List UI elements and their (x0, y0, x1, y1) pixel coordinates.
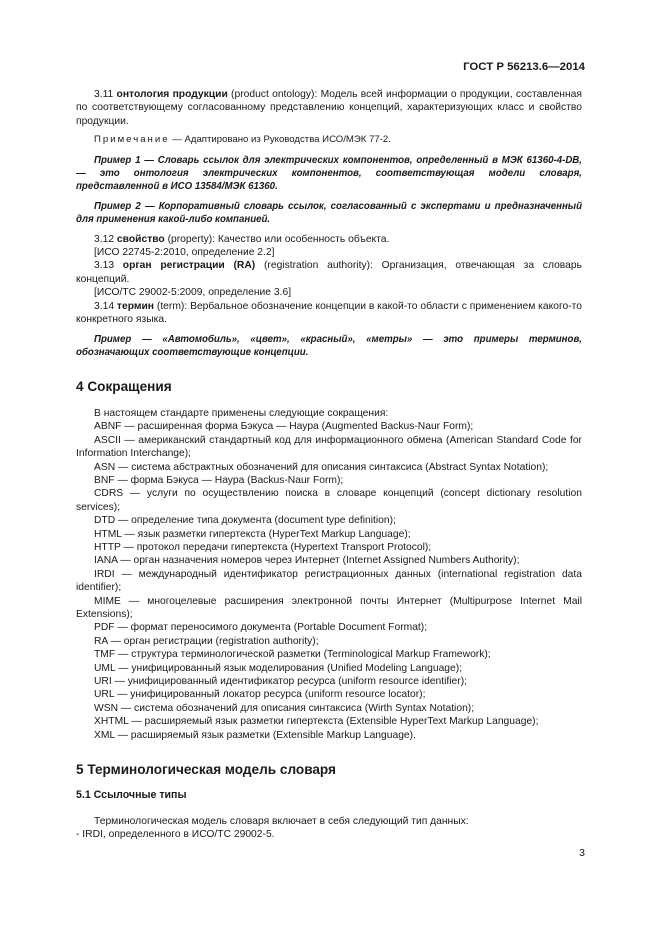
definition-3-12: 3.12 свойство (property): Качество или особенность объекта. (94, 233, 390, 245)
term-registration-authority: орган регистрации (RA) (122, 260, 256, 272)
note-3-11: Примечание — Адаптировано из Руководства ИСО/МЭК 77-2. (94, 134, 391, 146)
definition-3-14: 3.14 термин (term): Вербальное обозначение концепции в какой-то области с применением какого-то конкретного языка. (76, 300, 582, 326)
term-product-ontology: онтология продукции (116, 89, 228, 100)
term-term: термин (116, 300, 155, 312)
document-header: ГОСТ Р 56213.6—2014 (463, 61, 585, 73)
definition-3-13: 3.13 орган регистрации (RA) (registration authority): Организация, отвечающая за словарь концепций. (76, 260, 582, 285)
abbreviation-item: URL — унифицированный локатор ресурса (uniform resource locator); (94, 689, 426, 701)
example-2: Пример 2 — Корпоративный словарь ссылок, согласованный с экспертами и предназначенный для применения какой-либо компанией. (76, 200, 582, 225)
abbreviation-item: PDF — формат переносимого документа (Portable Document Format); (94, 622, 428, 634)
section-5-1-bullet: - IRDI, определенного в ИСО/ТС 29002-5. (76, 829, 275, 841)
abbreviation-item: ASN — система абстрактных обозначений для описания синтаксиса (Abstract Syntax Notation); (94, 461, 549, 473)
abbreviation-item: CDRS — услуги по осуществлению поиска в словаре концепций (concept dictionary resolution services); (76, 488, 582, 513)
abbreviation-item: URI — унифицированный идентификатор ресурса (uniform resource identifier); (94, 676, 467, 687)
abbreviation-item: IANA — орган назначения номеров через Интернет (Internet Assigned Numbers Authority); (94, 555, 520, 567)
abbreviation-item: TMF — структура терминологической разметки (Terminological Markup Framework); (94, 649, 491, 661)
abbreviation-item: ASCII — американский стандартный код для информационного обмена (American Standard Code for Information Interchange); (76, 434, 582, 460)
abbreviation-item: IRDI — международный идентификатор регистрационных данных (international registration data identifier); (76, 568, 582, 594)
abbreviation-item: DTD — определение типа документа (document type definition); (94, 515, 396, 527)
page-body (76, 88, 582, 842)
example-term: Пример — «Автомобиль», «цвет», «красный», «метры» — это примеры терминов, обозначающих соответствующие концепции. (76, 334, 582, 359)
abbreviation-list (76, 420, 582, 742)
page-number: 3 (579, 847, 585, 859)
abbreviation-item: BNF — форма Бэкуса — Наура (Backus-Naur Form); (94, 474, 344, 486)
source-3-13: [ИСО/ТС 29002-5:2009, определение 3.6] (94, 287, 292, 299)
abbreviation-item: MIME — многоцелевые расширения электронной почты Интернет (Multipurpose Internet Mail Extensions); (76, 595, 582, 620)
abbreviation-item: ABNF — расширенная форма Бэкуса — Наура (Augmented Backus-Naur Form); (94, 421, 474, 433)
abbreviation-item: XHTML — расширяемый язык разметки гипертекста (Extensible HyperText Markup Language); (94, 716, 539, 728)
term-property: свойство (116, 233, 165, 245)
section-4-intro: В настоящем стандарте применены следующие сокращения: (94, 407, 389, 419)
abbreviation-item: WSN — система обозначений для описания синтаксиса (Wirth Syntax Notation); (94, 702, 475, 714)
section-5-1-title: 5.1 Ссылочные типы (76, 789, 187, 802)
section-5-1-paragraph: Терминологическая модель словаря включает в себя следующий тип данных: (94, 815, 469, 827)
abbreviation-item: RA — орган регистрации (registration authority); (94, 635, 319, 647)
section-5-title: 5 Терминологическая модель словаря (76, 762, 336, 778)
source-3-12: [ИСО 22745-2:2010, определение 2.2] (94, 247, 275, 259)
abbreviation-item: XML — расширяемый язык разметки (Extensible Markup Language). (94, 729, 416, 741)
abbreviation-item: HTML — язык разметки гипертекста (HyperText Markup Language); (94, 528, 411, 540)
section-4-title: 4 Сокращения (76, 379, 172, 395)
example-1: Пример 1 — Словарь ссылок для электрических компонентов, определенный в МЭК 61360-4-DB, — это онтология электрических компонентов, соответствующая модели словаря, представленной в ИСО 13584/МЭК 61360. (76, 154, 582, 192)
abbreviation-item: UML — унифицированный язык моделирования (Unified Modeling Language); (94, 662, 463, 674)
definition-3-11: 3.11 онтология продукции (product ontology): Модель всей информации о продукции, составленная по соответствующему согласованному представлению концепций, характеризующих класс и свойство продукции. (76, 89, 582, 127)
abbreviation-item: HTTP — протокол передачи гипертекста (Hypertext Transport Protocol); (94, 541, 432, 553)
